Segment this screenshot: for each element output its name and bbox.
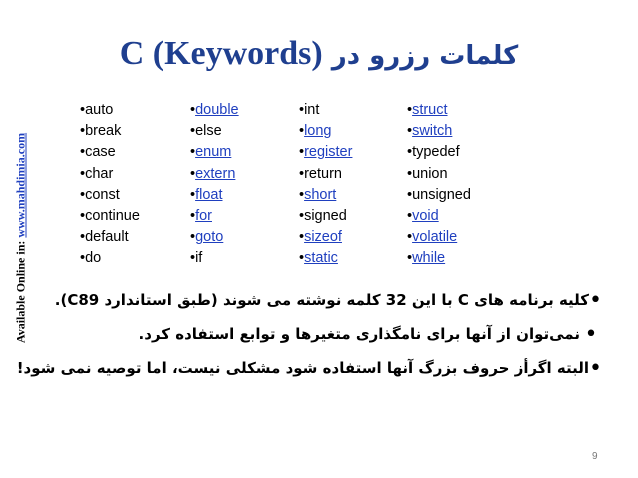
keyword-item (407, 121, 471, 142)
keyword-item (407, 185, 471, 206)
bullet-icon: • (80, 102, 86, 118)
keyword-link[interactable]: long (304, 123, 332, 140)
keyword-item (190, 206, 239, 227)
keyword-link[interactable]: register (304, 144, 353, 161)
keyword-text: do (85, 250, 102, 267)
keyword-item (407, 248, 471, 269)
bullet-icon: • (190, 229, 196, 246)
keyword-item (299, 100, 352, 121)
keyword-link[interactable]: sizeof (304, 229, 342, 246)
sidebar-url-link[interactable]: www.mahdimia.com (13, 132, 28, 238)
keyword-item (299, 227, 352, 248)
keyword-text: if (195, 250, 203, 267)
bullet-icon: • (299, 165, 305, 182)
page-number: 9 (592, 451, 598, 462)
keyword-column-2 (190, 100, 239, 270)
keyword-column-4 (407, 100, 471, 270)
title-latin: C (Keywords) (119, 35, 323, 72)
keyword-item (190, 142, 239, 163)
keyword-link[interactable]: struct (412, 102, 448, 118)
keyword-item (407, 227, 471, 248)
bullet-icon: • (190, 207, 196, 224)
slide-title (0, 32, 638, 78)
bullet-icon: • (190, 144, 196, 161)
bullet-icon: • (299, 144, 305, 161)
keyword-text: default (85, 229, 129, 246)
keyword-text: typedef (412, 144, 460, 161)
keyword-item (80, 121, 140, 142)
keyword-link[interactable]: switch (412, 123, 453, 140)
sidebar-prefix: Available Online in: (13, 237, 28, 344)
bullet-icon: • (80, 250, 86, 267)
keyword-item (80, 227, 140, 248)
keyword-item (299, 248, 352, 269)
keyword-text: return (304, 165, 342, 182)
keyword-item (80, 164, 140, 185)
bullet-icon: • (407, 165, 413, 182)
bullet-icon: • (407, 207, 413, 224)
bullet-icon: • (407, 102, 413, 118)
keyword-text: auto (85, 102, 114, 118)
bullet-icon: • (589, 287, 602, 313)
bullet-text: نمی‌توان از آنها برای نامگذاری متغیرها و توابع استفاده کرد. (138, 325, 580, 343)
keyword-item (407, 142, 471, 163)
keyword-link[interactable]: float (195, 186, 223, 203)
keyword-item (190, 100, 239, 121)
keyword-link[interactable]: for (195, 207, 212, 224)
bullet-item (54, 283, 602, 317)
keyword-link[interactable]: static (304, 250, 338, 267)
bullet-icon: • (80, 144, 86, 161)
bullet-icon: • (589, 355, 602, 381)
keyword-text: union (412, 165, 448, 182)
keyword-text: char (85, 165, 114, 182)
keyword-item (299, 142, 352, 163)
keyword-item (190, 185, 239, 206)
keyword-text: int (304, 102, 320, 118)
bullet-icon: • (80, 207, 86, 224)
bullet-icon: • (190, 250, 196, 267)
bullet-icon: • (190, 123, 196, 140)
bullet-icon: • (299, 123, 305, 140)
bullet-icon: • (299, 250, 305, 267)
keyword-item (80, 185, 140, 206)
bullet-icon: • (299, 186, 305, 203)
keyword-link[interactable]: short (304, 186, 337, 203)
bullet-icon: • (190, 165, 196, 182)
keyword-item (407, 164, 471, 185)
keyword-item (80, 206, 140, 227)
keyword-text: signed (304, 207, 347, 224)
bullet-icon: • (299, 102, 305, 118)
keyword-link[interactable]: volatile (412, 229, 458, 246)
keyword-text: continue (85, 207, 140, 224)
keyword-item (80, 142, 140, 163)
bullet-icon: • (190, 102, 196, 118)
keyword-item (190, 248, 239, 269)
bullet-icon: • (584, 321, 598, 347)
bullet-text: کلیه برنامه های C با این 32 کلمه نوشته می شوند (طبق استاندارد C89). (54, 291, 590, 309)
keyword-item (299, 206, 352, 227)
bullet-icon: • (407, 123, 413, 140)
bullet-icon: • (80, 229, 86, 246)
keyword-item (190, 121, 239, 142)
keyword-item (80, 100, 140, 121)
bullet-icon: • (407, 250, 413, 267)
keyword-link[interactable]: goto (195, 229, 224, 246)
keyword-column-1 (80, 100, 140, 270)
keyword-item (299, 185, 352, 206)
keyword-item (190, 227, 239, 248)
bullet-icon: • (190, 186, 196, 203)
keyword-item (299, 164, 352, 185)
keyword-item (190, 164, 239, 185)
bullet-icon: • (407, 144, 413, 161)
keyword-text: const (85, 186, 120, 203)
sidebar-vertical-text (10, 92, 32, 384)
keyword-item (299, 121, 352, 142)
bullet-icon: • (80, 165, 86, 182)
bullet-icon: • (407, 186, 413, 203)
keyword-column-3 (299, 100, 352, 270)
bullet-text: البته اگرأز حروف بزرگ آنها استفاده شود مشکلی نیست، اما توصیه نمی شود! (16, 359, 590, 377)
keyword-text: else (195, 123, 222, 140)
keyword-item (407, 206, 471, 227)
keyword-link[interactable]: while (412, 250, 446, 267)
bullet-icon: • (299, 229, 305, 246)
bullet-icon: • (299, 207, 305, 224)
bullet-list (16, 283, 602, 385)
keyword-text: break (85, 123, 122, 140)
bullet-item (82, 317, 602, 351)
bullet-icon: • (80, 123, 86, 140)
keyword-text: case (85, 144, 116, 161)
bullet-item (16, 351, 602, 385)
bullet-icon: • (407, 229, 413, 246)
title-persian: کلمات رزرو در (322, 41, 519, 71)
bullet-icon: • (80, 186, 86, 203)
keyword-link[interactable]: void (412, 207, 439, 224)
keyword-link[interactable]: double (195, 102, 239, 118)
keyword-link[interactable]: enum (195, 144, 232, 161)
keyword-item (407, 100, 471, 121)
keyword-link[interactable]: extern (195, 165, 236, 182)
keyword-item (80, 248, 140, 269)
keyword-text: unsigned (412, 186, 471, 203)
